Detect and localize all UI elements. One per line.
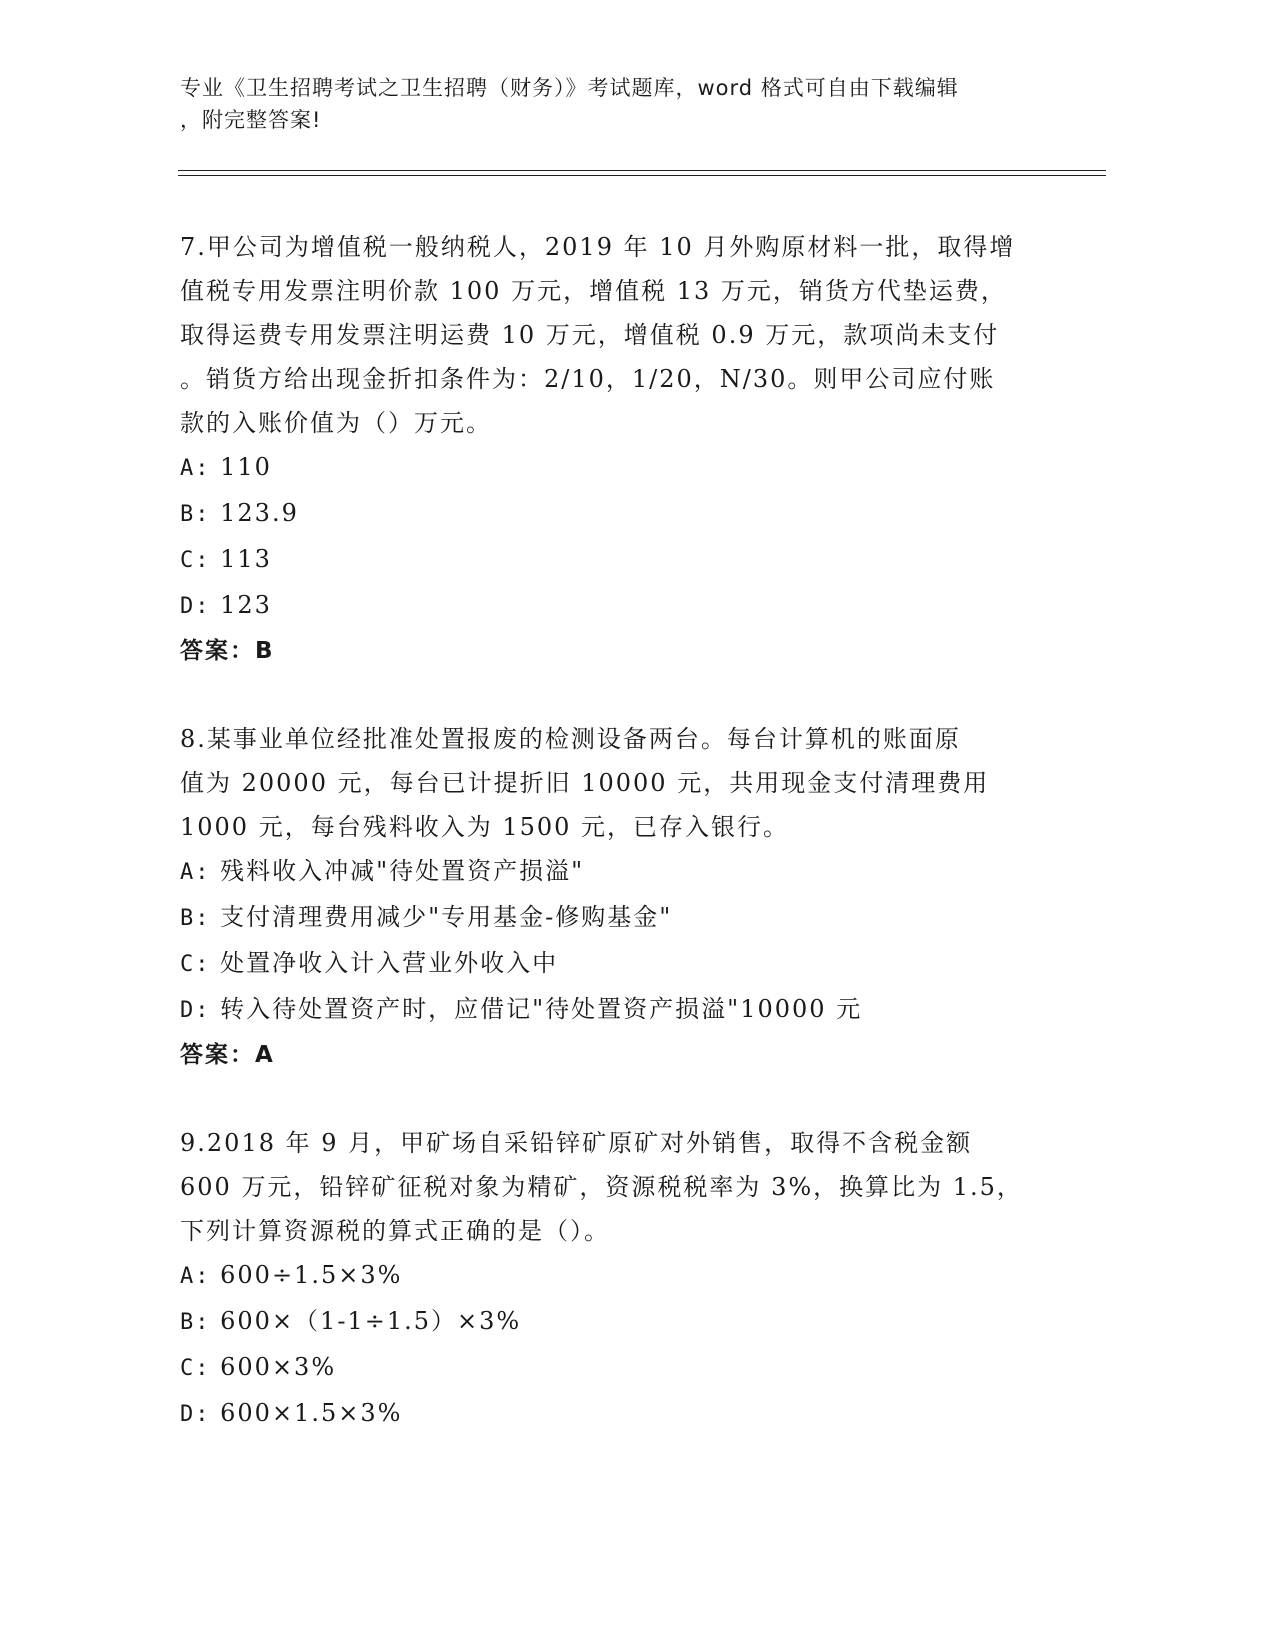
question-line: 。销货方给出现金折扣条件为：2/10，1/20，N/30。则甲公司应付账: [180, 365, 996, 393]
question-line: 1000 元，每台残料收入为 1500 元，已存入银行。: [180, 813, 790, 841]
option-d: [180, 987, 1040, 1033]
header-divider-top: [178, 170, 1106, 171]
option-letter: C:: [180, 548, 211, 573]
option-a: [180, 849, 1040, 895]
option-text: 600×（1-1÷1.5）×3%: [220, 1307, 522, 1335]
question-7: [180, 225, 1040, 673]
option-d: [180, 1391, 1040, 1437]
option-letter: D:: [180, 1402, 211, 1427]
option-text: 转入待处置资产时，应借记"待处置资产损溢"10000 元: [220, 995, 863, 1023]
question-line: 600 万元，铅锌矿征税对象为精矿，资源税税率为 3%，换算比为 1.5，: [180, 1173, 1023, 1201]
header-line-2: ，附完整答案!: [180, 108, 322, 132]
option-a: [180, 1253, 1040, 1299]
document-header: [180, 72, 1060, 136]
question-line: 7.甲公司为增值税一般纳税人，2019 年 10 月外购原材料一批，取得增: [180, 233, 1016, 261]
option-text: 123: [220, 591, 272, 619]
option-text: 600÷1.5×3%: [220, 1261, 403, 1289]
option-b: [180, 1299, 1040, 1345]
option-letter: C:: [180, 1356, 211, 1381]
option-text: 110: [220, 453, 272, 481]
question-list: [180, 225, 1040, 1481]
option-letter: B:: [180, 502, 211, 527]
question-line: 取得运费专用发票注明运费 10 万元，增值税 0.9 万元，款项尚未支付: [180, 321, 1000, 349]
header-line-1: 专业《卫生招聘考试之卫生招聘（财务）》考试题库，word 格式可自由下载编辑: [180, 76, 959, 100]
question-line: 值税专用发票注明价款 100 万元，增值税 13 万元，销货方代垫运费，: [180, 277, 1007, 305]
question-line: 值为 20000 元，每台已计提折旧 10000 元，共用现金支付清理费用: [180, 769, 990, 797]
question-line: 款的入账价值为（）万元。: [180, 409, 492, 437]
option-letter: C:: [180, 952, 211, 977]
option-b: [180, 491, 1040, 537]
answer-line: 答案：B: [180, 638, 275, 664]
option-letter: A:: [180, 860, 211, 885]
answer-line: 答案：A: [180, 1042, 275, 1068]
question-8: [180, 717, 1040, 1077]
option-c: [180, 537, 1040, 583]
option-c: [180, 941, 1040, 987]
option-letter: B:: [180, 1310, 211, 1335]
option-letter: B:: [180, 906, 211, 931]
option-text: 600×3%: [220, 1353, 337, 1381]
option-text: 600×1.5×3%: [220, 1399, 403, 1427]
option-letter: D:: [180, 998, 211, 1023]
header-divider-bottom: [178, 175, 1106, 176]
question-line: 8.某事业单位经批准处置报废的检测设备两台。每台计算机的账面原: [180, 725, 961, 753]
option-text: 113: [220, 545, 272, 573]
option-text: 处置净收入计入营业外收入中: [220, 949, 559, 977]
option-d: [180, 583, 1040, 629]
option-c: [180, 1345, 1040, 1391]
option-b: [180, 895, 1040, 941]
question-9: [180, 1121, 1040, 1437]
option-text: 残料收入冲减"待处置资产损溢": [220, 857, 585, 885]
question-line: 9.2018 年 9 月，甲矿场自采铅锌矿原矿对外销售，取得不含税金额: [180, 1129, 973, 1157]
option-text: 支付清理费用减少"专用基金-修购基金": [220, 903, 673, 931]
option-letter: A:: [180, 456, 211, 481]
question-line: 下列计算资源税的算式正确的是（）。: [180, 1217, 610, 1245]
option-letter: D:: [180, 594, 211, 619]
option-a: [180, 445, 1040, 491]
option-letter: A:: [180, 1264, 211, 1289]
option-text: 123.9: [220, 499, 299, 527]
